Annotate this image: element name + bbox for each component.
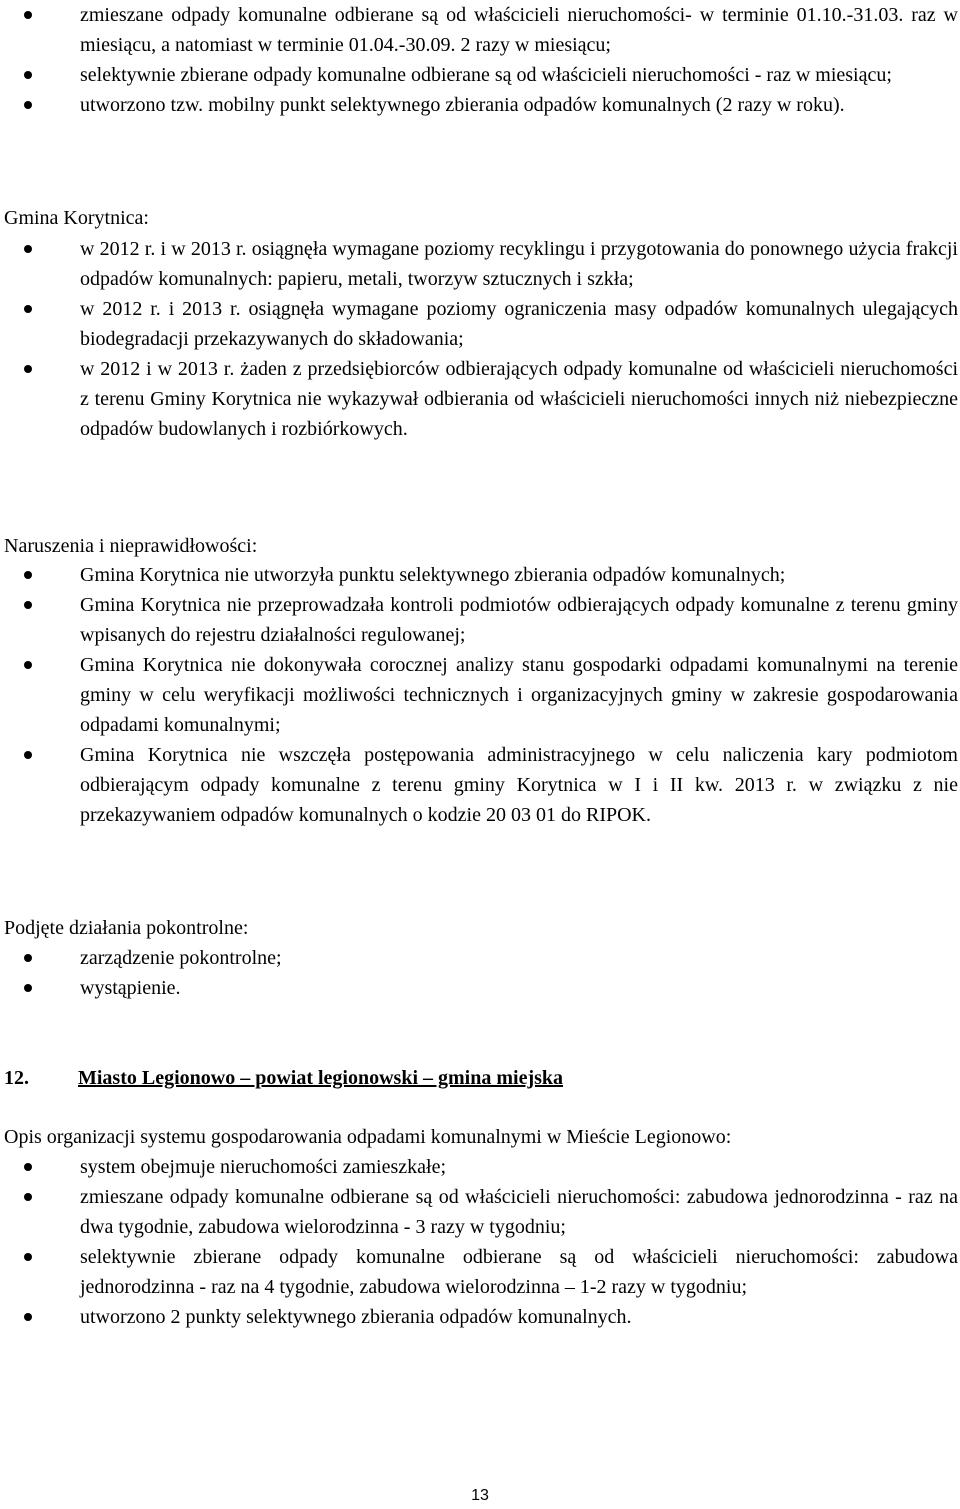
list-item: utworzono 2 punkty selektywnego zbierania odpadów komunalnych. [0,1302,958,1332]
korytnica-list [0,234,958,444]
list-item: w 2012 r. i w 2013 r. osiągnęła wymagane poziomy recyklingu i przygotowania do ponownego użycia frakcji odpadów komunalnych: papieru, metali, tworzyw sztucznych i szkła; [0,234,958,294]
bullet-icon [24,954,32,962]
bullet-icon [24,984,32,992]
list-item: w 2012 i w 2013 r. żaden z przedsiębiorców odbierających odpady komunalne od właścicieli nieruchomości z terenu Gminy Korytnica nie wykazywał odbierania od właścicieli nieruchomości innych niż niebezpieczne odpadów budowlanych i rozbiórkowych. [0,354,958,444]
legionowo-heading: Opis organizacji systemu gospodarowania odpadami komunalnymi w Mieście Legionowo: [4,1126,732,1148]
korytnica-heading: Gmina Korytnica: [4,207,149,229]
list-item: zmieszane odpady komunalne odbierane są od właścicieli nieruchomości: zabudowa jednorodzinna - raz na dwa tygodnie, zabudowa wielorodzinna - 3 razy w tygodniu; [0,1182,958,1242]
bullet-icon [24,601,32,609]
bullet-icon [24,1253,32,1261]
list-item: zmieszane odpady komunalne odbierane są od właścicieli nieruchomości- w terminie 01.10.-31.03. raz w miesiącu, a natomiast w terminie 01.04.-30.09. 2 razy w miesiącu; [0,0,958,60]
list-item: selektywnie zbierane odpady komunalne odbierane są od właścicieli nieruchomości - raz w miesiącu; [0,60,958,90]
bullet-icon [24,305,32,313]
list-item: Gmina Korytnica nie wszczęła postępowania administracyjnego w celu naliczenia kary podmiotom odbierającym odpady komunalne z terenu gminy Korytnica w I i II kw. 2013 r. w związku z nie przekazywaniem odpadów komunalnych o kodzie 20 03 01 do RIPOK. [0,740,958,830]
bullet-icon [24,1193,32,1201]
bullet-icon [24,101,32,109]
list-item: w 2012 r. i 2013 r. osiągnęła wymagane poziomy ograniczenia masy odpadów komunalnych ulegających biodegradacji przekazywanych do składowania; [0,294,958,354]
bullet-icon [24,661,32,669]
bullet-icon [24,71,32,79]
bullet-icon [24,751,32,759]
list-item: utworzono tzw. mobilny punkt selektywnego zbierania odpadów komunalnych (2 razy w roku). [0,90,958,120]
violations-list [0,560,958,830]
legionowo-list [0,1152,958,1332]
list-item: selektywnie zbierane odpady komunalne odbierane są od właścicieli nieruchomości: zabudowa jednorodzinna - raz na 4 tygodnie, zabudowa wielorodzinna – 1-2 razy w tygodniu; [0,1242,958,1302]
list-item: system obejmuje nieruchomości zamieszkałe; [0,1152,958,1182]
list-item: Gmina Korytnica nie utworzyła punktu selektywnego zbierania odpadów komunalnych; [0,560,958,590]
violations-heading: Naruszenia i nieprawidłowości: [4,535,258,557]
section-heading [4,1063,563,1093]
list-item: Gmina Korytnica nie przeprowadzała kontroli podmiotów odbierających odpady komunalne z terenu gminy wpisanych do rejestru działalności regulowanej; [0,590,958,650]
page-number: 13 [471,1487,489,1504]
bullet-icon [24,11,32,19]
bullet-icon [24,245,32,253]
section-title: Miasto Legionowo – powiat legionowski – gmina miejska [78,1067,564,1089]
bullet-icon [24,1163,32,1171]
actions-list [0,943,958,1003]
bullet-icon [24,365,32,373]
actions-heading: Podjęte działania pokontrolne: [4,917,249,939]
bullet-icon [24,1313,32,1321]
list-item: wystąpienie. [0,973,958,1003]
list-top [0,0,958,120]
section-number: 12. [4,1067,29,1089]
list-item: Gmina Korytnica nie dokonywała corocznej analizy stanu gospodarki odpadami komunalnymi na terenie gminy w celu weryfikacji możliwości technicznych i organizacyjnych gminy w zakresie gospodarowania odpadami komunalnymi; [0,650,958,740]
bullet-icon [24,571,32,579]
list-item: zarządzenie pokontrolne; [0,943,958,973]
